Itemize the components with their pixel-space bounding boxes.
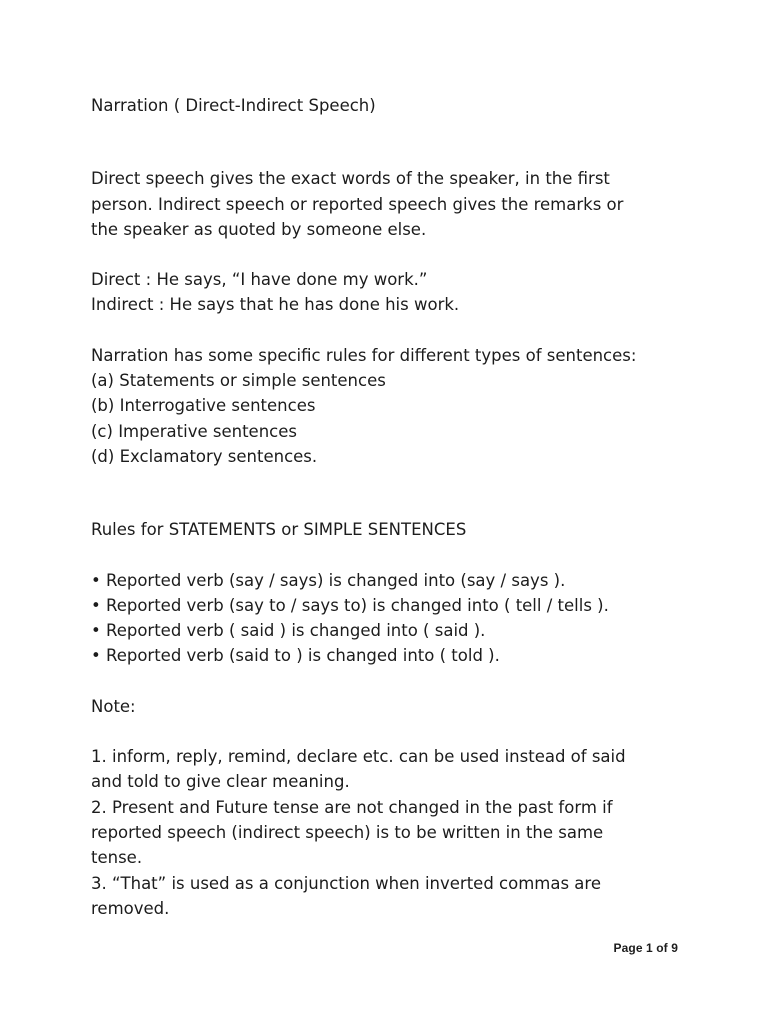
spacer [91,242,691,267]
note-line: removed. [91,898,170,918]
example-indirect: Indirect : He says that he has done his work. [91,295,460,315]
intro-line: Direct speech gives the exact words of the speaker, in the first [91,169,610,189]
note-line: tense. [91,848,143,868]
note-line: 3. “That” is used as a conjunction when inverted commas are [91,873,601,893]
spacer [91,318,691,343]
title-line: Narration ( Direct-Indirect Speech) [91,96,376,115]
spacer [91,719,691,744]
type-item: (c) Imperative sentences [91,421,297,441]
note-line: 2. Present and Future tense are not changed in the past form if [91,797,613,817]
rule-item: • Reported verb (say / says) is changed into (say / says ). [91,570,566,590]
type-item: (d) Exclamatory sentences. [91,446,318,466]
rule-item: • Reported verb (say to / says to) is changed into ( tell / tells ). [91,595,609,615]
note-heading-line: Note: [91,696,136,716]
intro-line: person. Indirect speech or reported speech gives the remarks or [91,194,624,214]
rules-list [91,568,691,669]
rule-item: • Reported verb ( said ) is changed into ( said ). [91,621,486,641]
rule-item: • Reported verb (said to ) is changed into ( told ). [91,646,500,666]
note-heading [91,694,691,719]
document-body [91,93,691,921]
rules-heading-line: Rules for STATEMENTS or SIMPLE SENTENCES [91,520,467,540]
note-line: 1. inform, reply, remind, declare etc. can be used instead of said [91,747,626,767]
document-title [91,93,691,118]
spacer [91,543,691,568]
notes-list [91,744,691,921]
rules-heading [91,517,691,542]
intro-paragraph [91,166,691,242]
spacer [91,669,691,694]
type-item: (a) Statements or simple sentences [91,371,386,391]
sentence-types-paragraph [91,343,691,469]
page-number: Page 1 of 9 [613,941,678,955]
note-line: reported speech (indirect speech) is to be written in the same [91,822,604,842]
spacer [91,118,691,166]
examples-paragraph [91,267,691,318]
note-line: and told to give clear meaning. [91,772,350,792]
types-intro: Narration has some specific rules for different types of sentences: [91,345,637,365]
spacer [91,469,691,517]
example-direct: Direct : He says, “I have done my work.” [91,270,428,290]
type-item: (b) Interrogative sentences [91,396,316,416]
intro-line: the speaker as quoted by someone else. [91,219,427,239]
